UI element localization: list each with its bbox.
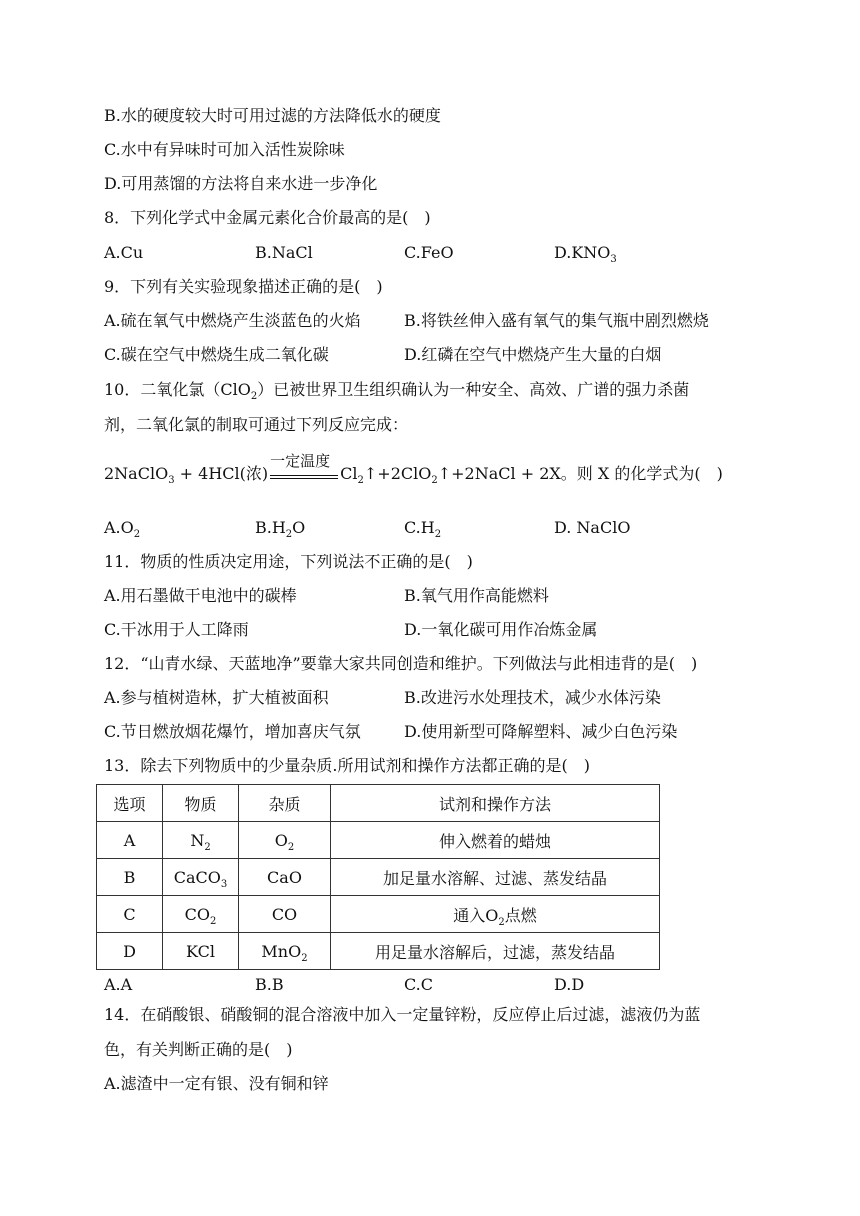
q10-option-c: $C.H_2$	[404, 518, 442, 540]
q10-stem-line2: 剂，二氧化氯的制取可通过下列反应完成：	[104, 415, 409, 434]
q10-equation: 2NaClO$_3$ + 4HCl(浓) 一定温度 $Cl_2↑+2ClO_2↑+2NaCl + 2X$。则 X 的化学式为( )	[104, 452, 723, 486]
q9-option-c: C.碳在空气中燃烧生成二氧化碳	[104, 345, 329, 364]
q13-stem: 13．除去下列物质中的少量杂质.所用试剂和操作方法都正确的是( )	[104, 756, 590, 775]
q10-option-a: $A.O_2$	[104, 518, 141, 540]
impurity-cell: CO	[239, 896, 331, 933]
q7-option-d: D.可用蒸馏的方法将自来水进一步净化	[104, 174, 378, 193]
q8-option-a: A.Cu	[104, 243, 144, 262]
q13-option-d: D.D	[554, 975, 585, 994]
q14-stem-line1: 14．在硝酸银、硝酸铜的混合溶液中加入一定量锌粉，反应停止后过滤，滤液仍为蓝	[104, 1005, 701, 1024]
option-cell: B	[97, 859, 163, 896]
q13-option-c: C.C	[404, 975, 433, 994]
q12-option-c: C.节日燃放烟花爆竹，增加喜庆气氛	[104, 722, 361, 741]
q10-option-b: $B.H_2O$	[255, 518, 306, 540]
impurity-cell: MnO$_2$	[239, 933, 331, 970]
q9-option-d: D.红磷在空气中燃烧产生大量的白烟	[404, 345, 662, 364]
q11-option-b: B.氧气用作高能燃料	[404, 586, 549, 605]
q11-stem: 11．物质的性质决定用途，下列说法不正确的是( )	[104, 552, 473, 571]
q7-option-b: B.水的硬度较大时可用过滤的方法降低水的硬度	[104, 106, 441, 125]
q12-option-d: D.使用新型可降解塑料、减少白色污染	[404, 722, 678, 741]
q8-option-d: $D.KNO_3$	[554, 243, 617, 265]
q14-option-a: A.滤渣中一定有银、没有铜和锌	[104, 1074, 329, 1093]
method-cell: 通入$O_2$点燃	[331, 896, 660, 933]
substance-cell: $N_2$	[163, 822, 239, 859]
method-cell: 加足量水溶解、过滤、蒸发结晶	[331, 859, 660, 896]
q12-option-a: A.参与植树造林，扩大植被面积	[104, 688, 329, 707]
q12-option-b: B.改进污水处理技术，减少水体污染	[404, 688, 661, 707]
table-header: 杂质	[239, 785, 331, 822]
table-row	[97, 933, 660, 970]
q10-stem-line1: 10．二氧化氯（ClO$_2$）已被世界卫生组织确认为一种安全、高效、广谱的强力杀菌	[104, 380, 690, 402]
table-header: 试剂和操作方法	[331, 785, 660, 822]
impurity-cell: CaO	[239, 859, 331, 896]
option-cell: D	[97, 933, 163, 970]
q13-option-a: A.A	[104, 975, 133, 994]
q7-option-c: C.水中有异味时可加入活性炭除味	[104, 140, 345, 159]
q12-stem: 12．“山青水绿、天蓝地净”要靠大家共同创造和维护。下列做法与此相违背的是( )	[104, 654, 698, 673]
table-header: 选项	[97, 785, 163, 822]
method-cell: 伸入燃着的蜡烛	[331, 822, 660, 859]
impurity-cell: $O_2$	[239, 822, 331, 859]
q14-stem-line2: 色，有关判断正确的是( )	[104, 1040, 293, 1059]
substance-cell: CaCO$_3$	[163, 859, 239, 896]
table-row	[97, 822, 660, 859]
table-row	[97, 896, 660, 933]
q8-option-c: C.FeO	[404, 243, 454, 262]
q9-option-a: A.硫在氧气中燃烧产生淡蓝色的火焰	[104, 311, 361, 330]
q8-stem: 8．下列化学式中金属元素化合价最高的是( )	[104, 208, 431, 227]
q13-table	[96, 784, 660, 970]
option-cell: C	[97, 896, 163, 933]
q8-option-b: B.NaCl	[255, 243, 313, 262]
table-header: 物质	[163, 785, 239, 822]
q9-stem: 9．下列有关实验现象描述正确的是( )	[104, 277, 383, 296]
reaction-condition: 一定温度	[270, 469, 338, 479]
substance-cell: $CO_2$	[163, 896, 239, 933]
q13-option-b: B.B	[255, 975, 284, 994]
q10-option-d: D. NaClO	[554, 518, 631, 537]
q11-option-c: C.干冰用于人工降雨	[104, 620, 249, 639]
q11-option-a: A.用石墨做干电池中的碳棒	[104, 586, 297, 605]
table-row	[97, 859, 660, 896]
option-cell: A	[97, 822, 163, 859]
substance-cell: KCl	[163, 933, 239, 970]
q11-option-d: D.一氧化碳可用作冶炼金属	[404, 620, 598, 639]
q9-option-b: B.将铁丝伸入盛有氧气的集气瓶中剧烈燃烧	[404, 311, 709, 330]
table-header-row	[97, 785, 660, 822]
method-cell: 用足量水溶解后，过滤，蒸发结晶	[331, 933, 660, 970]
